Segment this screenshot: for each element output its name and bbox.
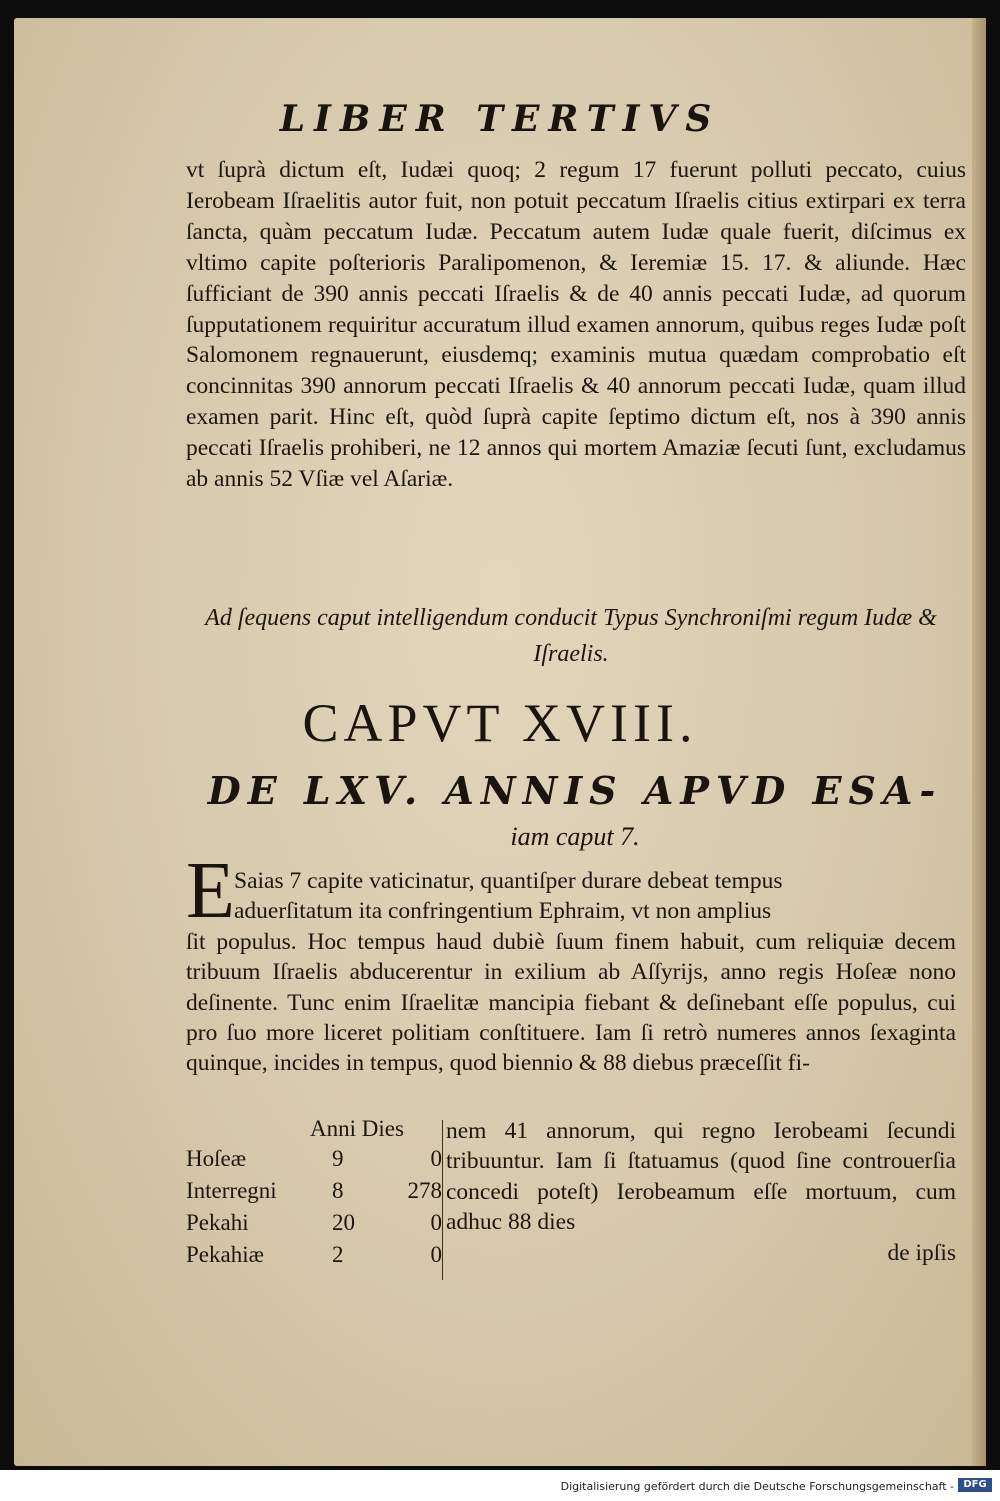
chapter-subtitle: DE LXV. ANNIS APVD ESA- [207,768,943,813]
side-text-body: nem 41 annorum, qui regno Ierobeami ſecundi tribuuntur. Iam ſi ſtatuamus (quod ſine controuerſia concedi poteſt) Ierobeamum eſſe mortuum, cum adhuc 88 dies [446,1118,956,1236]
row-dies: 0 [430,1146,442,1171]
table-header: Anni Dies [310,1116,404,1141]
table-row [186,1178,456,1208]
table-row [186,1242,456,1272]
paragraph-1 [186,155,966,495]
drop-cap: E [186,847,235,935]
row-name: Interregni [186,1178,277,1203]
side-text [446,1116,956,1268]
table-row [186,1146,456,1176]
table-divider-line [442,1120,443,1280]
paragraph-1-text: vt ſuprà dictum eſt, Iudæi quoq; 2 regum 17 fuerunt polluti peccato, cuius Ierobeam Iſraelitis autor fuit, non potuit peccatum Iſraelis citius extirpari ex terra ſancta, quàm peccatum Iudæ. Peccatum autem Iudæ quale fuerit, diſcimus ex vltimo capite poſterioris Paralipomenon, & Ieremiæ 15. 17. & aliunde. Hæc ſufficiant de 390 annis peccati Iſraelis & de 40 annis peccati Iudæ, ad quorum ſupputationem requiritur accuratum illud examen annorum, quibus reges Iudæ poſt Salomonem regnauerunt, eiusdemq; examinis mutua quædam comprobatio eſt concinnitas 390 annorum peccati Iſraelis & 40 annorum peccati Iudæ, quam illud examen parit. Hinc eſt, quòd ſuprà capite ſeptimo dictum eſt, nos à 390 annis peccati Iſraelis prohiberi, ne 12 annos qui mortem Amaziæ ſecuti ſunt, excludamus ab annis 52 Vſiæ vel Aſariæ. [186,157,966,493]
note-typus-synchronismi: Ad ſequens caput intelligendum conducit Typus Synchroniſmi regum Iudæ & Iſraelis. [205,605,937,667]
row-name: Pekahi [186,1210,249,1235]
footer-credit: Digitalisierung gefördert durch die Deutsche Forschungsgemeinschaft - [560,1480,954,1493]
row-dies: 0 [430,1242,442,1267]
row-name: Pekahiæ [186,1242,264,1267]
paragraph-2-rest: ſit populus. Hoc tempus haud dubiè ſuum finem habuit, cum reliquiæ decem tribuum Iſraelis abducerentur in exilium ab Aſſyrijs, anno regis Hoſeæ nono deſinente. Tunc enim Iſraelitæ mancipia fiebant & deſinebant eſſe populus, cui pro ſuo more liceret politiam conſtituere. Iam ſi retrò numeres annos ſexaginta quinque, incides in tempus, quod biennio & 88 diebus præceſſit fi- [186,928,956,1077]
row-anni: 2 [332,1242,344,1267]
paragraph-2-line-2: aduerſitatum ita confringentium Ephraim, vt non amplius [234,898,772,925]
catchword: de ipſis [887,1239,956,1266]
table-row [186,1210,456,1240]
row-anni: 20 [332,1210,355,1235]
row-dies: 0 [430,1210,442,1235]
running-head: LIBER TERTIVS [279,98,721,140]
row-name: Hoſeæ [186,1146,247,1171]
paragraph-2 [186,866,956,1079]
chapter-title: CAPVT XVIII. [302,693,698,753]
row-anni: 8 [332,1178,344,1203]
row-anni: 9 [332,1146,344,1171]
paragraph-2-line-1: Saias 7 capite vaticinatur, quantiſper durare debeat tempus [234,868,783,894]
row-dies: 278 [407,1178,442,1203]
dfg-logo: DFG [958,1478,992,1492]
chapter-subtitle-line2: iam caput 7. [510,822,640,851]
